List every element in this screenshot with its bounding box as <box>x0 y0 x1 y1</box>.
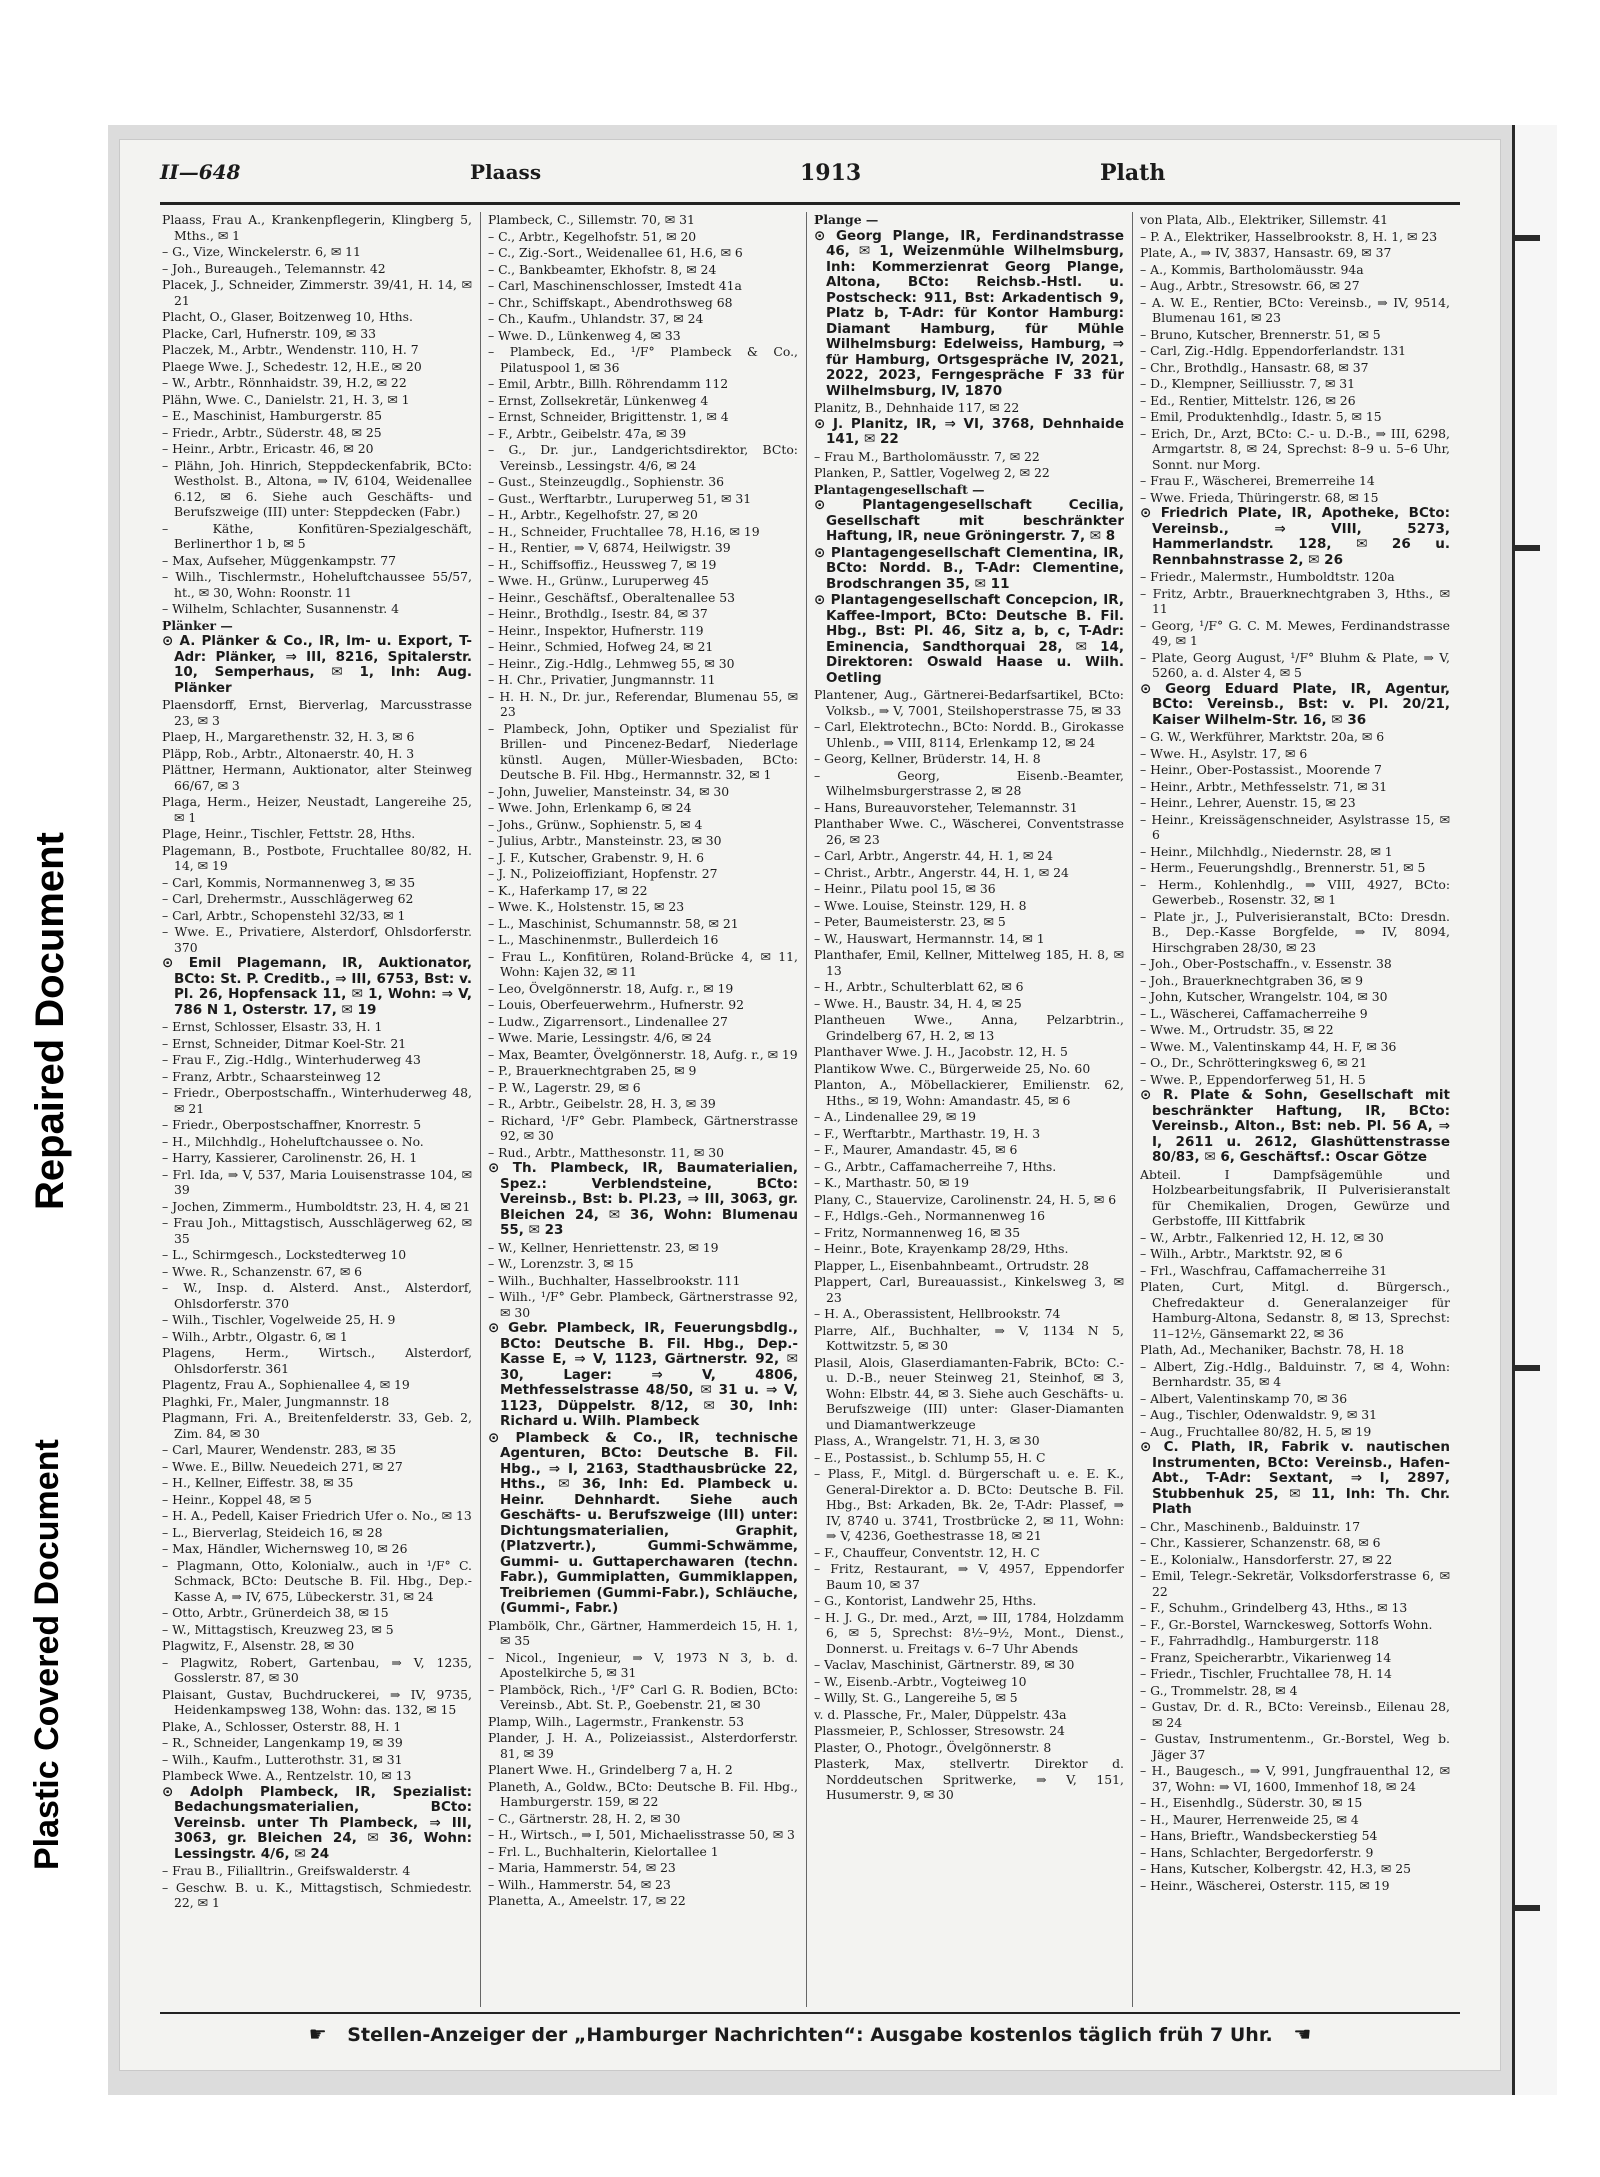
directory-entry: – Max, Beamter, Övelgönnerstr. 18, Aufg. r., ✉ 19 <box>488 1046 798 1062</box>
directory-entry: – H., Maurer, Herrenweide 25, ✉ 4 <box>1140 1811 1359 1827</box>
directory-entry: – W., Lorenzstr. 3, ✉ 15 <box>488 1256 634 1271</box>
header-first-entry: Plaass <box>470 160 542 184</box>
directory-entry: Planthafer, Emil, Kellner, Mittelweg 185, H. 8, ✉ 13 <box>814 947 1124 978</box>
directory-entry: – Willy, St. G., Langereihe 5, ✉ 5 <box>814 1690 1018 1705</box>
directory-entry: – Friedr., Oberpostschaffner, Knorrestr. 5 <box>162 1117 422 1132</box>
directory-entry: ⊙ Georg Eduard Plate, IR, Agentur, BCto: Vereinsb., Bst: v. Pl. 20/21, Kaiser Wilhelm-Str. 16, ✉ 36 <box>1140 680 1450 728</box>
directory-entry: – Frl. Ida, ⇒ V, 537, Maria Louisenstrasse 104, ✉ 39 <box>162 1166 472 1197</box>
directory-entry: – H., Milchhdlg., Hoheluftchaussee o. No. <box>162 1133 424 1149</box>
directory-entry: – Plamböck, Rich., ¹/F° Carl G. R. Bodien, BCto: Vereinsb., Abt. St. P., Goebenstr. 21, ✉ 30 <box>488 1681 798 1712</box>
footer-rule <box>160 2012 1460 2014</box>
directory-entry: Plagwitz, F., Alsenstr. 28, ✉ 30 <box>162 1638 355 1653</box>
directory-entry: – Frau Joh., Mittagstisch, Ausschlägerweg 62, ✉ 35 <box>162 1215 472 1246</box>
directory-entry: ⊙ Friedrich Plate, IR, Apotheke, BCto: Vereinsb., ⇒ VIII, 5273, Hammerlandstr. 128, ✉ 26 u. Rennbahnstrasse 2, ✉ 26 <box>1140 505 1450 568</box>
directory-entry: – Richard, ¹/F° Gebr. Plambeck, Gärtnerstrasse 92, ✉ 30 <box>488 1112 798 1143</box>
directory-entry: – Joh., Bureaugeh., Telemannstr. 42 <box>162 260 386 276</box>
directory-entry: – Hans, Bureauvorsteher, Telemannstr. 31 <box>814 799 1078 815</box>
directory-entry: Placzek, M., Arbtr., Wendenstr. 110, H. 7 <box>162 342 419 357</box>
directory-entry: Plamp, Wilh., Lagermstr., Frankenstr. 53 <box>488 1713 745 1729</box>
directory-entry: Planthaver Wwe. J. H., Jacobstr. 12, H. 5 <box>814 1044 1068 1059</box>
directory-entry: – Wwe. Frieda, Thüringerstr. 68, ✉ 15 <box>1140 489 1379 505</box>
directory-entry: – Albert, Valentinskamp 70, ✉ 36 <box>1140 1390 1348 1406</box>
directory-entry: ⊙ Plantagengesellschaft Concepcion, IR, Kaffee-Import, BCto: Deutsche B. Fil. Hbg., Bst: Pl. 46, Sitz a, b, c, T-Adr: Eminencia, Sandthorquai 28, ✉ 14, Direktoren: Oswald Haase u. Wilh. Oetling <box>814 592 1124 686</box>
directory-entry: – Frau M., Bartholomäusstr. 7, ✉ 22 <box>814 448 1040 464</box>
directory-entry: – Max, Aufseher, Müggenkampstr. 77 <box>162 552 396 568</box>
directory-entry: – K., Haferkamp 17, ✉ 22 <box>488 882 648 898</box>
directory-entry: – G., Arbtr., Caffamacherreihe 7, Hths. <box>814 1158 1057 1174</box>
directory-entry: – Heinr., Arbtr., Ericastr. 46, ✉ 20 <box>162 441 374 456</box>
directory-entry: – John, Kutscher, Wrangelstr. 104, ✉ 30 <box>1140 989 1388 1004</box>
directory-entry: Placht, O., Glaser, Boitzenweg 10, Hths. <box>162 309 413 324</box>
directory-entry: – Heinr., Ober-Postassist., Moorende 7 <box>1140 762 1382 777</box>
directory-entry: Plaster, O., Photogr., Övelgönnerstr. 8 <box>814 1739 1052 1755</box>
directory-entry: – Chr., Brothdlg., Hansastr. 68, ✉ 37 <box>1140 359 1369 375</box>
directory-entry: – Wwe. M., Valentinskamp 44, H. F, ✉ 36 <box>1140 1038 1397 1054</box>
directory-entry: – Otto, Arbtr., Grünerdeich 38, ✉ 15 <box>162 1605 389 1620</box>
directory-entry: – Herm., Feuerungshdlg., Brennerstr. 51, ✉ 5 <box>1140 860 1426 875</box>
directory-entry: – F., Gr.-Borstel, Warnckesweg, Sottorfs Wohn. <box>1140 1616 1433 1632</box>
directory-entry: – Chr., Kassierer, Schanzenstr. 68, ✉ 6 <box>1140 1535 1381 1550</box>
directory-entry: Plaghki, Fr., Maler, Jungmannstr. 18 <box>162 1393 390 1409</box>
directory-entry: Plambeck, C., Sillemstr. 70, ✉ 31 <box>488 212 695 227</box>
next-page-edge <box>1512 125 1557 2095</box>
directory-entry: – C., Gärtnerstr. 28, H. 2, ✉ 30 <box>488 1810 681 1826</box>
directory-entry: – Friedr., Tischler, Fruchtallee 78, H. 14 <box>1140 1666 1392 1681</box>
directory-entry: – H., Arbtr., Kegelhofstr. 27, ✉ 20 <box>488 507 698 522</box>
directory-entry: – Frau F., Zig.-Hdlg., Winterhuderweg 43 <box>162 1052 421 1067</box>
directory-entry: – H., Kellner, Eiffestr. 38, ✉ 35 <box>162 1475 354 1490</box>
directory-entry: – Wilhelm, Schlachter, Susannenstr. 4 <box>162 601 400 616</box>
directory-entry: – Wwe. R., Schanzenstr. 67, ✉ 6 <box>162 1263 363 1279</box>
directory-entry: Plander, J. H. A., Polizeiassist., Alsterdorferstr. 81, ✉ 39 <box>488 1730 798 1761</box>
directory-entry: – R., Arbtr., Geibelstr. 28, H. 3, ✉ 39 <box>488 1096 716 1111</box>
directory-entry: – Plate jr., J., Pulverisieranstalt, BCto: Dresdn. B., Dep.-Kasse Borgfelde, ⇒ IV, 8094, Hirschgraben 28/30, ✉ 23 <box>1140 908 1450 955</box>
directory-entry: – G. W., Werkführer, Marktstr. 20a, ✉ 6 <box>1140 729 1385 744</box>
directory-entry: – Herm., Kohlenhdlg., ⇒ VIII, 4927, BCto: Gewerbeb., Rosenstr. 32, ✉ 1 <box>1140 876 1450 907</box>
directory-entry: – Chr., Schiffskapt., Abendrothsweg 68 <box>488 294 733 310</box>
directory-entry: – F., Schuhm., Grindelberg 43, Hths., ✉ 13 <box>1140 1600 1408 1615</box>
directory-entry: – A., Kommis, Bartholomäusstr. 94a <box>1140 261 1364 277</box>
directory-entry: – Wilh., Kaufm., Lutterothstr. 31, ✉ 31 <box>162 1751 403 1767</box>
column-divider <box>1132 212 1133 2007</box>
column-1 <box>162 212 472 2007</box>
directory-entry: – Wilh., Arbtr., Marktstr. 92, ✉ 6 <box>1140 1246 1343 1261</box>
directory-entry: – Maria, Hammerstr. 54, ✉ 23 <box>488 1860 676 1875</box>
directory-entry: Planthaber Wwe. C., Wäscherei, Conventstrasse 26, ✉ 23 <box>814 816 1124 847</box>
directory-entry: Plassmeier, P., Schlosser, Stresowstr. 24 <box>814 1723 1065 1738</box>
directory-entry: – F., Chauffeur, Conventstr. 12, H. C <box>814 1544 1040 1560</box>
header-rule <box>160 202 1460 205</box>
directory-entry: – E., Maschinist, Hamburgerstr. 85 <box>162 408 382 423</box>
column-2 <box>488 212 798 2007</box>
directory-entry: – Carl, Drehermstr., Ausschlägerweg 62 <box>162 891 414 906</box>
directory-entry: – J. F., Kutscher, Grabenstr. 9, H. 6 <box>488 849 705 865</box>
directory-entry: – Friedr., Oberpostschaffn., Winterhuderweg 48, ✉ 21 <box>162 1085 472 1116</box>
directory-entry: Plany, C., Stauervize, Carolinenstr. 24, H. 5, ✉ 6 <box>814 1191 1117 1207</box>
directory-entry: – Plagwitz, Robert, Gartenbau, ⇒ V, 1235, Gosslerstr. 87, ✉ 30 <box>162 1654 472 1685</box>
directory-entry: ⊙ Plantagengesellschaft Clementina, IR, BCto: Nordd. B., T-Adr: Clementine, Brodschrangen 35, ✉ 11 <box>814 544 1124 592</box>
directory-entry: Plantheuen Wwe., Anna, Pelzarbtrin., Grindelberg 67, H. 2, ✉ 13 <box>814 1012 1124 1043</box>
directory-entry: – Fritz, Normannenweg 16, ✉ 35 <box>814 1224 1021 1240</box>
directory-entry: – Peter, Baumeisterstr. 23, ✉ 5 <box>814 914 1006 929</box>
directory-entry: ⊙ Georg Plange, IR, Ferdinandstrasse 46, ✉ 1, Weizenmühle Wilhelmsburg, Inh: Kommerzienrat Georg Plange, Altona, BCto: Reichsb.-Hstl. u. Postscheck: 911, Bst: Arkadentisch 9, Platz b, T-Adr: für Kontor Hamburg: Diamant Hamburg, für Mühle Wilhelmsburg: Edelweiss, Hamburg, ⇒ für Hamburg, Ortsgespräche IV, 2021, 2022, 2023, Ferngespräche F 33 für Wilhelmsburg, IV, 1870 <box>814 227 1124 399</box>
directory-entry: Plage, Heinr., Tischler, Fettstr. 28, Hths. <box>162 826 416 841</box>
directory-entry: – H., Baugesch., ⇒ V, 991, Jungfrauenthal 12, ✉ 37, Wohn: ⇒ VI, 1600, Immenhof 18, ✉ 24 <box>1140 1763 1450 1794</box>
directory-entry: Plagentz, Frau A., Sophienallee 4, ✉ 19 <box>162 1377 410 1392</box>
directory-entry: – H. A., Oberassistent, Hellbrookstr. 74 <box>814 1306 1061 1321</box>
directory-entry: ⊙ A. Plänker & Co., IR, Im- u. Export, T-Adr: Plänker, ⇒ III, 8216, Spitalerstr. 10, Semperhaus, ✉ 1, Inh: Aug. Plänker <box>162 633 472 696</box>
directory-entry: – Gust., Werftarbtr., Luruperweg 51, ✉ 31 <box>488 490 752 506</box>
directory-entry: – Heinr., Arbtr., Methfesselstr. 71, ✉ 31 <box>1140 778 1388 794</box>
edge-notch <box>1512 1365 1540 1371</box>
directory-entry: – E., Postassist., b. Schlump 55, H. C <box>814 1449 1046 1465</box>
directory-entry: – Frau F., Wäscherei, Bremerreihe 14 <box>1140 473 1375 488</box>
directory-entry: Planton, A., Möbellackierer, Emilienstr. 62, Hths., ✉ 19, Wohn: Amandastr. 45, ✉ 6 <box>814 1077 1124 1108</box>
directory-entry: – Ed., Rentier, Mittelstr. 126, ✉ 26 <box>1140 392 1356 408</box>
directory-entry: – L., Bierverlag, Steideich 16, ✉ 28 <box>162 1524 383 1540</box>
directory-entry: Plake, A., Schlosser, Osterstr. 88, H. 1 <box>162 1718 402 1734</box>
directory-entry: – H. A., Pedell, Kaiser Friedrich Ufer o. No., ✉ 13 <box>162 1508 472 1523</box>
directory-entry: – W., Kellner, Henriettenstr. 23, ✉ 19 <box>488 1239 719 1255</box>
directory-entry: – Aug., Fruchtallee 80/82, H. 5, ✉ 19 <box>1140 1423 1372 1439</box>
directory-entry: – Hans, Brieftr., Wandsbeckerstieg 54 <box>1140 1828 1378 1843</box>
directory-entry: – Aug., Tischler, Odenwaldstr. 9, ✉ 31 <box>1140 1407 1377 1422</box>
edge-notch <box>1512 545 1540 551</box>
directory-entry: – Carl, Elektrotechn., BCto: Nordd. B., Girokasse Uhlenb., ⇒ VIII, 8114, Erlenkamp 12, ✉ 24 <box>814 719 1124 750</box>
directory-entry: – Wwe. E., Privatiere, Alsterdorf, Ohlsdorferstr. 370 <box>162 924 472 955</box>
directory-entry: ⊙ Adolph Plambeck, IR, Spezialist: Bedachungsmaterialien, BCto: Vereinsb. unter Th Plambeck, ⇒ III, 3063, gr. Bleichen 24, ✉ 36, Wohn: Lessingstr. 4/6, ✉ 24 <box>162 1783 472 1862</box>
directory-entry: – H., Schiffsoffiz., Heussweg 7, ✉ 19 <box>488 556 717 572</box>
directory-entry: – Plagmann, Otto, Kolonialw., auch in ¹/F° C. Schmack, BCto: Deutsche B. Fil. Hbg., Dep.-Kasse A, ⇒ IV, 675, Lübeckerstr. 31, ✉ 24 <box>162 1557 472 1604</box>
directory-entry: Platen, Curt, Mitgl. d. Bürgersch., Chefredakteur d. Generalanzeiger für Hamburg-Altona, Sedanstr. 8, ✉ 13, Sprechst: 11–12½, Gänsemarkt 22, ✉ 36 <box>1140 1279 1450 1341</box>
directory-entry: Plagens, Herm., Wirtsch., Alsterdorf, Ohlsdorferstr. 361 <box>162 1345 472 1376</box>
header-last-entry: Plath <box>1100 160 1166 186</box>
header-year: 1913 <box>800 160 862 186</box>
directory-entry: – F., Maurer, Amandastr. 45, ✉ 6 <box>814 1142 1018 1157</box>
directory-entry: – Heinr., Koppel 48, ✉ 5 <box>162 1491 312 1507</box>
directory-entry: – Georg, Eisenb.-Beamter, Wilhelmsburgerstrasse 2, ✉ 28 <box>814 767 1124 798</box>
directory-entry: – Wwe. H., Asylstr. 17, ✉ 6 <box>1140 745 1308 761</box>
pointing-hand-icon: ☚ <box>1293 2022 1312 2046</box>
directory-entry: – Heinr., Wäscherei, Osterstr. 115, ✉ 19 <box>1140 1877 1390 1893</box>
directory-entry: Plaep, H., Margarethenstr. 32, H. 3, ✉ 6 <box>162 729 415 744</box>
directory-entry: – Gust., Steinzeugdlg., Sophienstr. 36 <box>488 474 725 489</box>
directory-entry: Plänker — <box>162 617 233 633</box>
directory-entry: – A. W. E., Rentier, BCto: Vereinsb., ⇒ IV, 9514, Blumenau 161, ✉ 23 <box>1140 294 1450 325</box>
edge-notch <box>1512 1905 1540 1911</box>
directory-entry: – Frl., Waschfrau, Caffamacherreihe 31 <box>1140 1262 1388 1278</box>
directory-entry: – F., Arbtr., Geibelstr. 47a, ✉ 39 <box>488 425 687 441</box>
directory-entry: – P. W., Lagerstr. 29, ✉ 6 <box>488 1079 641 1095</box>
directory-entry: Planitz, B., Dehnhaide 117, ✉ 22 <box>814 400 1020 415</box>
directory-entry: – Hans, Kutscher, Kolbergstr. 42, H.3, ✉ 25 <box>1140 1861 1412 1876</box>
directory-entry: – Carl, Maschinenschlosser, Imstedt 41a <box>488 278 742 293</box>
directory-entry: – O., Dr., Schrötteringksweg 6, ✉ 21 <box>1140 1055 1368 1070</box>
directory-columns <box>162 212 1460 2007</box>
directory-entry: Plagmann, Fri. A., Breitenfelderstr. 33, Geb. 2, Zim. 84, ✉ 30 <box>162 1410 472 1441</box>
directory-entry: – H., Eisenhdlg., Süderstr. 30, ✉ 15 <box>1140 1795 1363 1810</box>
directory-entry: – Aug., Arbtr., Stresowstr. 66, ✉ 27 <box>1140 278 1360 293</box>
directory-entry: Placek, J., Schneider, Zimmerstr. 39/41, H. 14, ✉ 21 <box>162 277 472 308</box>
directory-entry: – Wwe. P., Eppendorferweg 51, H. 5 <box>1140 1071 1366 1087</box>
directory-entry: Plantikow Wwe. C., Bürgerweide 25, No. 60 <box>814 1060 1091 1076</box>
page-number: II—648 <box>160 160 241 184</box>
edge-notch <box>1512 235 1540 241</box>
directory-entry: von Plata, Alb., Elektriker, Sillemstr. 41 <box>1140 212 1388 227</box>
directory-entry: Plättner, Hermann, Auktionator, alter Steinweg 66/67, ✉ 3 <box>162 762 472 793</box>
directory-entry: Plaensdorff, Ernst, Bierverlag, Marcusstrasse 23, ✉ 3 <box>162 697 472 728</box>
directory-entry: – Frl. L., Buchhalterin, Kielortallee 1 <box>488 1843 719 1859</box>
directory-entry: Plass, A., Wrangelstr. 71, H. 3, ✉ 30 <box>814 1433 1040 1448</box>
repaired-document-label: Repaired Document <box>28 832 72 1210</box>
directory-entry: – F., Hdlgs.-Geh., Normannenweg 16 <box>814 1208 1045 1223</box>
directory-entry: Plath, Ad., Mechaniker, Bachstr. 78, H. 18 <box>1140 1342 1405 1357</box>
directory-entry: – Louis, Oberfeuerwehrm., Hufnerstr. 92 <box>488 997 745 1012</box>
directory-entry: Plasil, Alois, Glaserdiamanten-Fabrik, BCto: C.- u. D.-B., neuer Steinweg 21, Steinhof, ✉ 3, Wohn: Elbstr. 44, ✉ 3. Siehe auch Geschäfts- u. Berufszweige (III) unter: Glaser-Diamanten und Diamantwerkzeuge <box>814 1354 1124 1432</box>
directory-entry: – G., Trommelstr. 28, ✉ 4 <box>1140 1682 1298 1698</box>
column-divider <box>480 212 481 2007</box>
directory-entry: – Leo, Övelgönnerstr. 18, Aufg. r., ✉ 19 <box>488 980 734 996</box>
directory-entry: Pläpp, Rob., Arbtr., Altonaerstr. 40, H. 3 <box>162 745 415 761</box>
directory-entry: Planeth, A., Goldw., BCto: Deutsche B. Fil. Hbg., Hamburgerstr. 159, ✉ 22 <box>488 1778 798 1809</box>
directory-entry: – Friedr., Arbtr., Süderstr. 48, ✉ 25 <box>162 424 382 440</box>
directory-entry: – Fritz, Arbtr., Brauerknechtgraben 3, Hths., ✉ 11 <box>1140 585 1450 616</box>
directory-entry: – J. N., Polizeioffiziant, Hopfenstr. 27 <box>488 866 718 881</box>
directory-entry: – G., Dr. jur., Landgerichtsdirektor, BCto: Vereinsb., Lessingstr. 4/6, ✉ 24 <box>488 442 798 473</box>
column-divider <box>806 212 807 2007</box>
page-header <box>160 160 1460 200</box>
directory-entry: – Heinr., Bote, Krayenkamp 28/29, Hths. <box>814 1241 1069 1256</box>
directory-entry: – Erich, Dr., Arzt, BCto: C.- u. D.-B., ⇒ III, 6298, Armgartstr. 8, ✉ 24, Sprechst: 8–9 u. 5–6 Uhr, Sonnt. nur Morg. <box>1140 425 1450 472</box>
directory-entry: Plantener, Aug., Gärtnerei-Bedarfsartikel, BCto: Volksb., ⇒ V, 7001, Steilshoperstrasse 75, ✉ 33 <box>814 687 1124 718</box>
directory-entry: – H. J. G., Dr. med., Arzt, ⇒ III, 1784, Holzdamm 6, ✉ 5, Sprechst: 8½–9½, Mont., Dienst., Donnerst. u. Freitags v. 6–7 Uhr Abends <box>814 1609 1124 1656</box>
directory-entry: – Wilh., ¹/F° Gebr. Plambeck, Gärtnerstrasse 92, ✉ 30 <box>488 1289 798 1320</box>
directory-entry: – Wwe. M., Ortrudstr. 35, ✉ 22 <box>1140 1022 1334 1037</box>
directory-entry: – Wwe. D., Lünkenweg 4, ✉ 33 <box>488 327 681 343</box>
directory-entry: – K., Marthastr. 50, ✉ 19 <box>814 1175 970 1190</box>
directory-entry: – H. Chr., Privatier, Jungmannstr. 11 <box>488 672 716 687</box>
directory-entry: – Ch., Kaufm., Uhlandstr. 37, ✉ 24 <box>488 311 704 326</box>
directory-entry: – Ernst, Zollsekretär, Lünkenweg 4 <box>488 392 709 408</box>
directory-entry: – Carl, Arbtr., Schopenstehl 32/33, ✉ 1 <box>162 907 406 923</box>
directory-entry: – Julius, Arbtr., Mansteinstr. 23, ✉ 30 <box>488 833 722 848</box>
footer-advert: Stellen-Anzeiger der „Hamburger Nachrichten“: Ausgabe kostenlos täglich früh 7 Uhr. <box>347 2024 1273 2046</box>
directory-entry: – H., Rentier, ⇒ V, 6874, Heilwigstr. 39 <box>488 540 731 555</box>
directory-entry: – Georg, Kellner, Brüderstr. 14, H. 8 <box>814 751 1041 766</box>
directory-entry: – F., Fahrradhdlg., Hamburgerstr. 118 <box>1140 1633 1379 1648</box>
directory-entry: – Wilh., Arbtr., Olgastr. 6, ✉ 1 <box>162 1328 348 1344</box>
directory-entry: Abteil. I Dampfsägemühle und Holzbearbeitungsfabrik, II Pulverisieranstalt für Chemikalien, Drogen, Gewürze und Gerbstoffe, III Kittfabrik <box>1140 1166 1450 1228</box>
directory-entry: Plaga, Herm., Heizer, Neustadt, Langereihe 25, ✉ 1 <box>162 794 472 825</box>
directory-entry: Plasterk, Max, stellvertr. Direktor d. Norddeutschen Spritwerke, ⇒ V, 151, Husumerstr. 9, ✉ 30 <box>814 1756 1124 1802</box>
directory-entry: – Heinr., Geschäftsf., Oberaltenallee 53 <box>488 589 736 605</box>
directory-entry: – Heinr., Pilatu pool 15, ✉ 36 <box>814 881 996 896</box>
directory-entry: – W., Eisenb.-Arbtr., Vogteiweg 10 <box>814 1673 1027 1689</box>
directory-entry: – Joh., Brauerknechtgraben 36, ✉ 9 <box>1140 972 1364 988</box>
directory-entry: – Ernst, Schneider, Ditmar Koel-Str. 21 <box>162 1035 407 1051</box>
directory-entry: – Ernst, Schlosser, Elsastr. 33, H. 1 <box>162 1019 383 1034</box>
directory-entry: – Wwe. H., Grünw., Luruperweg 45 <box>488 573 709 588</box>
directory-entry: – Georg, ¹/F° G. C. M. Mewes, Ferdinandstrasse 49, ✉ 1 <box>1140 617 1450 648</box>
directory-entry: ⊙ Th. Plambeck, IR, Baumaterialien, Spez.: Verblendsteine, BCto: Vereinsb., Bst: b. Pl.23, ⇒ III, 3063, gr. Bleichen 24, ✉ 36, Wohn: Blumenau 55, ✉ 23 <box>488 1160 798 1238</box>
directory-entry: – D., Klempner, Seilliusstr. 7, ✉ 31 <box>1140 376 1356 391</box>
directory-entry: – Ludw., Zigarrensort., Lindenallee 27 <box>488 1013 728 1029</box>
directory-entry: – Heinr., Lehrer, Auenstr. 15, ✉ 23 <box>1140 795 1356 810</box>
directory-entry: – W., Hauswart, Hermannstr. 14, ✉ 1 <box>814 930 1045 946</box>
directory-entry: – Plähn, Joh. Hinrich, Steppdeckenfabrik, BCto: Westholst. B., Altona, ⇒ IV, 6104, Weidenallee 6.12, ✉ 6. Siehe auch Geschäfts- und Berufszweige (III) unter: Steppdecken (Fabr.) <box>162 457 472 519</box>
directory-entry: Plähn, Wwe. C., Danielstr. 21, H. 3, ✉ 1 <box>162 391 410 407</box>
directory-entry: – G., Vize, Winckelerstr. 6, ✉ 11 <box>162 244 361 259</box>
directory-entry: – Plate, Georg August, ¹/F° Bluhm & Plate, ⇒ V, 5260, a. d. Alster 4, ✉ 5 <box>1140 649 1450 680</box>
directory-entry: – H., Arbtr., Schulterblatt 62, ✉ 6 <box>814 979 1024 994</box>
directory-entry: – G., Kontorist, Landwehr 25, Hths. <box>814 1593 1037 1608</box>
directory-entry: Plambeck Wwe. A., Rentzelstr. 10, ✉ 13 <box>162 1768 412 1783</box>
directory-entry: – Jochen, Zimmerm., Humboldtstr. 23, H. 4, ✉ 21 <box>162 1198 471 1214</box>
directory-entry: Plarre, Alf., Buchhalter, ⇒ V, 1134 N 5, Kottwitzstr. 5, ✉ 30 <box>814 1322 1124 1353</box>
directory-entry: – Wwe. E., Billw. Neuedeich 271, ✉ 27 <box>162 1458 403 1474</box>
directory-entry: – A., Lindenallee 29, ✉ 19 <box>814 1109 976 1124</box>
directory-entry: – Plambeck, Ed., ¹/F° Plambeck & Co., Pilatuspool 1, ✉ 36 <box>488 344 798 375</box>
directory-entry: – W., Insp. d. Alsterd. Anst., Alsterdorf, Ohlsdorferstr. 370 <box>162 1280 472 1311</box>
directory-entry: – Emil, Telegr.-Sekretär, Volksdorferstrasse 6, ✉ 22 <box>1140 1568 1450 1599</box>
directory-entry: – Harry, Kassierer, Carolinenstr. 26, H. 1 <box>162 1150 418 1165</box>
directory-entry: – H. H. N., Dr. jur., Referendar, Blumenau 55, ✉ 23 <box>488 688 798 719</box>
directory-entry: Plambölk, Chr., Gärtner, Hammerdeich 15, H. 1, ✉ 35 <box>488 1617 798 1648</box>
pointing-hand-icon: ☛ <box>308 2022 327 2046</box>
directory-entry: – Heinr., Zig.-Hdlg., Lehmweg 55, ✉ 30 <box>488 655 735 671</box>
directory-entry: – C., Arbtr., Kegelhofstr. 51, ✉ 20 <box>488 228 697 244</box>
directory-entry: – R., Schneider, Langenkamp 19, ✉ 39 <box>162 1735 403 1750</box>
directory-entry: – W., Arbtr., Rönnhaidstr. 39, H.2, ✉ 22 <box>162 375 407 390</box>
directory-entry: – Franz, Speicherarbtr., Vikarienweg 14 <box>1140 1649 1392 1665</box>
column-3 <box>814 212 1124 2007</box>
directory-entry: – L., Wäscherei, Caffamacherreihe 9 <box>1140 1005 1368 1021</box>
directory-entry: – Carl, Maurer, Wendenstr. 283, ✉ 35 <box>162 1442 397 1457</box>
directory-entry: ⊙ R. Plate & Sohn, Gesellschaft mit beschränkter Haftung, IR, BCto: Vereinsb., Alton., Bst: neb. Pl. 56 A, ⇒ I, 2611 u. 2612, Glashüttenstrasse 80/83, ✉ 6, Geschäftsf.: Oscar Götze <box>1140 1087 1450 1165</box>
directory-entry: Plantagengesellschaft — <box>814 481 985 497</box>
directory-entry: – Ernst, Schneider, Brigittenstr. 1, ✉ 4 <box>488 409 729 424</box>
directory-entry: – P. A., Elektriker, Hasselbrookstr. 8, H. 1, ✉ 23 <box>1140 228 1438 244</box>
directory-entry: Planetta, A., Ameelstr. 17, ✉ 22 <box>488 1893 686 1908</box>
directory-entry: – Heinr., Kreissägenschneider, Asylstrasse 15, ✉ 6 <box>1140 811 1450 842</box>
directory-entry: – Gustav, Instrumentenm., Gr.-Borstel, Weg b. Jäger 37 <box>1140 1731 1450 1762</box>
directory-entry: – Wilh., Tischlermstr., Hoheluftchaussee 55/57, ht., ✉ 30, Wohn: Roonstr. 11 <box>162 569 472 600</box>
directory-entry: – Carl, Arbtr., Angerstr. 44, H. 1, ✉ 24 <box>814 848 1053 863</box>
directory-entry: – Max, Händler, Wichernsweg 10, ✉ 26 <box>162 1541 408 1556</box>
directory-entry: Plagemann, B., Postbote, Fruchtallee 80/82, H. 14, ✉ 19 <box>162 842 472 873</box>
directory-entry: – Wwe. John, Erlenkamp 6, ✉ 24 <box>488 800 692 815</box>
column-4 <box>1140 212 1450 2007</box>
directory-entry: – E., Kolonialw., Hansdorferstr. 27, ✉ 22 <box>1140 1551 1393 1567</box>
directory-entry: – Heinr., Inspektor, Hufnerstr. 119 <box>488 622 704 638</box>
side-labels <box>0 0 100 2177</box>
directory-entry: – C., Bankbeamter, Ekhofstr. 8, ✉ 24 <box>488 261 717 277</box>
directory-entry: – Christ., Arbtr., Angerstr. 44, H. 1, ✉ 24 <box>814 864 1069 880</box>
directory-entry: – Frau L., Konfitüren, Roland-Brücke 4, ✉ 11, Wohn: Kajen 32, ✉ 11 <box>488 948 798 979</box>
directory-entry: – Friedr., Malermstr., Humboldtstr. 120a <box>1140 569 1395 584</box>
directory-entry: Planken, P., Sattler, Vogelweg 2, ✉ 22 <box>814 465 1050 480</box>
directory-entry: Plaege Wwe. J., Schedestr. 12, H.E., ✉ 20 <box>162 358 422 374</box>
directory-entry: – Heinr., Schmied, Hofweg 24, ✉ 21 <box>488 639 714 654</box>
directory-entry: – Wwe. H., Baustr. 34, H. 4, ✉ 25 <box>814 995 1022 1011</box>
directory-entry: – Emil, Produktenhdlg., Idastr. 5, ✉ 15 <box>1140 409 1382 424</box>
directory-entry: ⊙ Plambeck & Co., IR, technische Agenturen, BCto: Deutsche B. Fil. Hbg., ⇒ I, 2163, Stadthausbrücke 22, Hths., ✉ 36, Inh: Ed. Plambeck u. Heinr. Dehnhardt. Siehe auch Geschäfts- u. Berufszweige (III) unter: Dichtungsmaterialien, Graphit, (Platzvertr.), Gummi-Schwämme, Gummi- u. Guttaperchawaren (techn. Fabr.), Gummiplatten, Gummiklappen, Treibriemen (Gummi-Fabr.), Schläuche, (Gummi-, Fabr.) <box>488 1429 798 1616</box>
directory-entry: Plaisant, Gustav, Buchdruckerei, ⇒ IV, 9735, Heidenkampsweg 138, Wohn: das. 132, ✉ 15 <box>162 1686 472 1717</box>
directory-entry: – John, Juwelier, Mansteinstr. 34, ✉ 30 <box>488 783 730 799</box>
directory-entry: Placke, Carl, Hufnerstr. 109, ✉ 33 <box>162 325 376 341</box>
directory-entry: – Chr., Maschinenb., Balduinstr. 17 <box>1140 1518 1361 1534</box>
directory-entry: – Käthe, Konfitüren-Spezialgeschäft, Berlinerthor 1 b, ✉ 5 <box>162 520 472 551</box>
directory-entry: – H., Wirtsch., ⇒ I, 501, Michaelisstrasse 50, ✉ 3 <box>488 1827 795 1842</box>
plastic-covered-document-label: Plastic Covered Document <box>28 1439 66 1870</box>
directory-entry: – L., Maschinist, Schumannstr. 58, ✉ 21 <box>488 915 739 931</box>
directory-entry: – Wilh., Tischler, Vogelweide 25, H. 9 <box>162 1312 396 1327</box>
directory-entry: – C., Zig.-Sort., Weidenallee 61, H.6, ✉ 6 <box>488 245 743 260</box>
directory-entry: – Geschw. B. u. K., Mittagstisch, Schmiedestr. 22, ✉ 1 <box>162 1879 472 1910</box>
directory-entry: – Johs., Grünw., Sophienstr. 5, ✉ 4 <box>488 816 703 832</box>
directory-entry: ⊙ Emil Plagemann, IR, Auktionator, BCto: St. P. Creditb., ⇒ III, 6753, Bst: v. Pl. 26, Hopfensack 11, ✉ 1, Wohn: ⇒ V, 786 N 1, Osterstr. 17, ✉ 19 <box>162 955 472 1018</box>
directory-entry: Plate, A., ⇒ IV, 3837, Hansastr. 69, ✉ 37 <box>1140 245 1392 260</box>
directory-entry: Plange — <box>814 212 879 227</box>
directory-entry: – Nicol., Ingenieur, ⇒ V, 1973 N 3, b. d. Apostelkirche 5, ✉ 31 <box>488 1649 798 1680</box>
directory-entry: Plapper, L., Eisenbahnbeamt., Ortrudstr. 28 <box>814 1257 1089 1273</box>
directory-entry: – Albert, Zig.-Hdlg., Balduinstr. 7, ✉ 4, Wohn: Bernhardstr. 35, ✉ 4 <box>1140 1358 1450 1389</box>
directory-entry: Plappert, Carl, Bureauassist., Kinkelsweg 3, ✉ 23 <box>814 1274 1124 1305</box>
directory-entry: – Fritz, Restaurant, ⇒ V, 4957, Eppendorfer Baum 10, ✉ 37 <box>814 1561 1124 1592</box>
directory-entry: – Wwe. K., Holstenstr. 15, ✉ 23 <box>488 899 685 914</box>
directory-entry: – Wilh., Hammerstr. 54, ✉ 23 <box>488 1876 671 1892</box>
page-footer <box>160 2022 1460 2052</box>
directory-entry: ⊙ Plantagengesellschaft Cecilia, Gesellschaft mit beschränkter Haftung, IR, neue Gröningerstr. 7, ✉ 8 <box>814 497 1124 544</box>
directory-entry: – W., Arbtr., Falkenried 12, H. 12, ✉ 30 <box>1140 1229 1384 1245</box>
directory-entry: Planert Wwe. H., Grindelberg 7 a, H. 2 <box>488 1762 733 1777</box>
directory-entry: – Hans, Schlachter, Bergedorferstr. 9 <box>1140 1844 1374 1860</box>
directory-entry: – Frau B., Filialltrin., Greifswalderstr. 4 <box>162 1863 411 1878</box>
directory-entry: v. d. Plassche, Fr., Maler, Düppelstr. 43a <box>814 1706 1067 1722</box>
directory-entry: – Carl, Zig.-Hdlg. Eppendorferlandstr. 131 <box>1140 343 1406 358</box>
directory-entry: – L., Maschinenmstr., Bullerdeich 16 <box>488 932 719 947</box>
directory-entry: – L., Schirmgesch., Lockstedterweg 10 <box>162 1247 407 1262</box>
directory-entry: – Heinr., Brothdlg., Isestr. 84, ✉ 37 <box>488 606 708 621</box>
directory-entry: – Bruno, Kutscher, Brennerstr. 51, ✉ 5 <box>1140 326 1381 342</box>
directory-entry: – W., Mittagstisch, Kreuzweg 23, ✉ 5 <box>162 1621 394 1637</box>
directory-entry: – Vaclav, Maschinist, Gärtnerstr. 89, ✉ 30 <box>814 1657 1075 1672</box>
directory-entry: – Gustav, Dr. d. R., BCto: Vereinsb., Eilenau 28, ✉ 24 <box>1140 1699 1450 1730</box>
directory-entry: – Carl, Kommis, Normannenweg 3, ✉ 35 <box>162 874 416 890</box>
directory-entry: Plaass, Frau A., Krankenpflegerin, Klingberg 5, Mths., ✉ 1 <box>162 212 472 243</box>
directory-entry: – Wwe. Louise, Steinstr. 129, H. 8 <box>814 897 1027 913</box>
directory-entry: – Franz, Arbtr., Schaarsteinweg 12 <box>162 1068 381 1084</box>
directory-entry: – Heinr., Milchhdlg., Niedernstr. 28, ✉ 1 <box>1140 843 1393 859</box>
directory-entry: – F., Werftarbtr., Marthastr. 19, H. 3 <box>814 1125 1041 1141</box>
directory-entry: – Wwe. Marie, Lessingstr. 4/6, ✉ 24 <box>488 1030 712 1045</box>
directory-entry: – Plass, F., Mitgl. d. Bürgerschaft u. e. E. K., General-Direktor a. D. BCto: Deutsche B. Fil. Hbg., Bst: Arkaden, Bk. 2e, T-Adr: Plassef, ⇒ IV, 8740 u. 3741, Trostbrücke 2, ✉ 11, Wohn: ⇒ V, 4236, Goethestrasse 18, ✉ 21 <box>814 1466 1124 1543</box>
directory-entry: – Wilh., Buchhalter, Hasselbrookstr. 111 <box>488 1272 741 1288</box>
directory-entry: – H., Schneider, Fruchtallee 78, H.16, ✉ 19 <box>488 523 760 539</box>
directory-entry: ⊙ J. Planitz, IR, ⇒ VI, 3768, Dehnhaide 141, ✉ 22 <box>814 415 1124 447</box>
directory-entry: ⊙ Gebr. Plambeck, IR, Feuerungsbdlg., BCto: Deutsche B. Fil. Hbg., Dep.-Kasse E, ⇒ V, 1123, Gärtnerstr. 92, ✉ 30, Lager: ⇒ V, 4806, Methfesselstrasse 48/50, ✉ 31 u. ⇒ V, 1123, Düppelstr. 8/12, ✉ 30, Inh: Richard u. Wilh. Plambeck <box>488 1320 798 1429</box>
directory-entry: – Plambeck, John, Optiker und Spezialist für Brillen- und Pincenez-Bedarf, Niederlage künstl. Augen, Müller-Wiesbaden, BCto: Deutsche B. Fil. Hbg., Hermannstr. 32, ✉ 1 <box>488 720 798 782</box>
directory-entry: – P., Brauerknechtgraben 25, ✉ 9 <box>488 1063 697 1078</box>
directory-entry: – Emil, Arbtr., Billh. Röhrendamm 112 <box>488 376 729 391</box>
directory-entry: ⊙ C. Plath, IR, Fabrik v. nautischen Instrumenten, BCto: Vereinsb., Hafen-Abt., T-Adr: Sextant, ⇒ I, 2897, Stubbenhuk 25, ✉ 11, Inh: Th. Chr. Plath <box>1140 1439 1450 1517</box>
directory-entry: – Rud., Arbtr., Matthesonstr. 11, ✉ 30 <box>488 1144 725 1160</box>
directory-entry: – Joh., Ober-Postschaffn., v. Essenstr. 38 <box>1140 956 1392 971</box>
